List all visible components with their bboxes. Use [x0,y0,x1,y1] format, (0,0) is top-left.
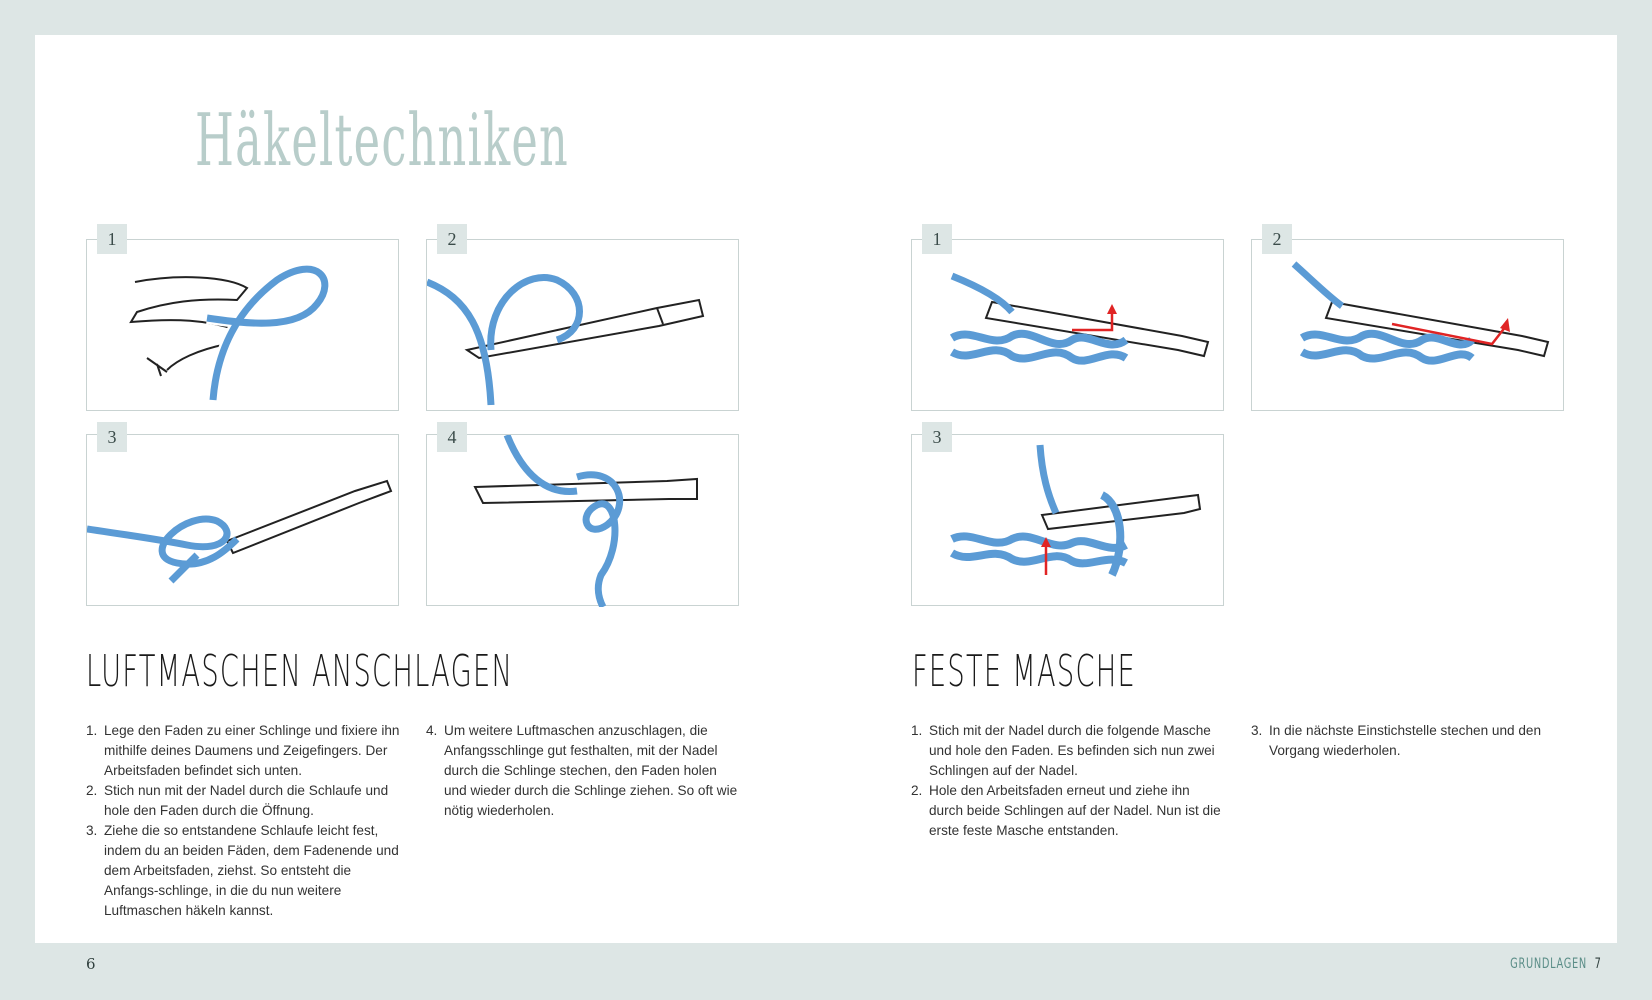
chain-stitch-illustration [427,435,740,607]
single-crochet-step2-illustration [1252,240,1565,412]
illustration-panel-right-2 [1251,239,1564,411]
step-badge-2: 2 [437,224,467,254]
instruction-list-right-2 [1251,721,1567,761]
running-head-label: GRUNDLAGEN [1510,956,1588,972]
slipknot-illustration [87,435,400,607]
step-badge-3: 3 [97,422,127,452]
hook-through-loop-illustration [427,240,740,412]
instruction-step: 4. Um weitere Luftmaschen anzuschlagen, die Anfangsschlinge gut festhalten, mit der Nadel durch die Schlinge stechen, den Faden holen und wieder durch die Schlinge ziehen. So oft wie nötig wiederholen. [426,723,738,818]
instruction-step: 2. Stich nun mit der Nadel durch die Schlaufe und hole den Faden durch die Öffnung. [86,783,389,818]
step-badge-right-3: 3 [922,422,952,452]
section-heading-feste-masche: FESTE MASCHE [912,646,1137,697]
page-title: Häkeltechniken [195,98,570,182]
instruction-step: 1. Stich mit der Nadel durch die folgende Masche und hole den Faden. Es befinden sich nun zwei Schlingen auf der Nadel. [911,723,1215,778]
illustration-panel-2 [426,239,739,411]
illustration-panel-3 [86,434,399,606]
step-badge-right-1: 1 [922,224,952,254]
section-heading-luftmaschen: LUFTMASCHEN ANSCHLAGEN [86,646,514,697]
instruction-list-right-1 [911,721,1227,841]
instruction-step: 1. Lege den Faden zu einer Schlinge und fixiere ihn mithilfe deines Daumens und Zeigefingers. Der Arbeitsfaden befindet sich unten. [86,723,400,778]
instruction-step: 2. Hole den Arbeitsfaden erneut und ziehe ihn durch beide Schlingen auf der Nadel. Nun ist die erste feste Masche entstanden. [911,783,1221,838]
single-crochet-step1-illustration [912,240,1225,412]
hand-loop-illustration [87,240,400,412]
step-badge-right-2: 2 [1262,224,1292,254]
illustration-panel-4 [426,434,739,606]
single-crochet-step3-illustration [912,435,1225,607]
illustration-panel-1 [86,239,399,411]
step-badge-1: 1 [97,224,127,254]
step-badge-4: 4 [437,422,467,452]
instruction-list-left-1 [86,721,402,921]
running-head [1511,956,1602,972]
illustration-panel-right-3 [911,434,1224,606]
instruction-list-left-2 [426,721,742,821]
page-number-left: 6 [86,955,96,973]
illustration-panel-right-1 [911,239,1224,411]
instruction-step: 3. In die nächste Einstichstelle stechen und den Vorgang wiederholen. [1251,723,1542,758]
instruction-step: 3. Ziehe die so entstandene Schlaufe leicht fest, indem du an beiden Fäden, dem Fadenende und dem Arbeitsfaden, ziehst. So entsteht die Anfangs-schlinge, in die du nun weitere Luftmaschen häkeln kannst. [86,823,399,918]
page-number-right: 7 [1595,956,1602,972]
